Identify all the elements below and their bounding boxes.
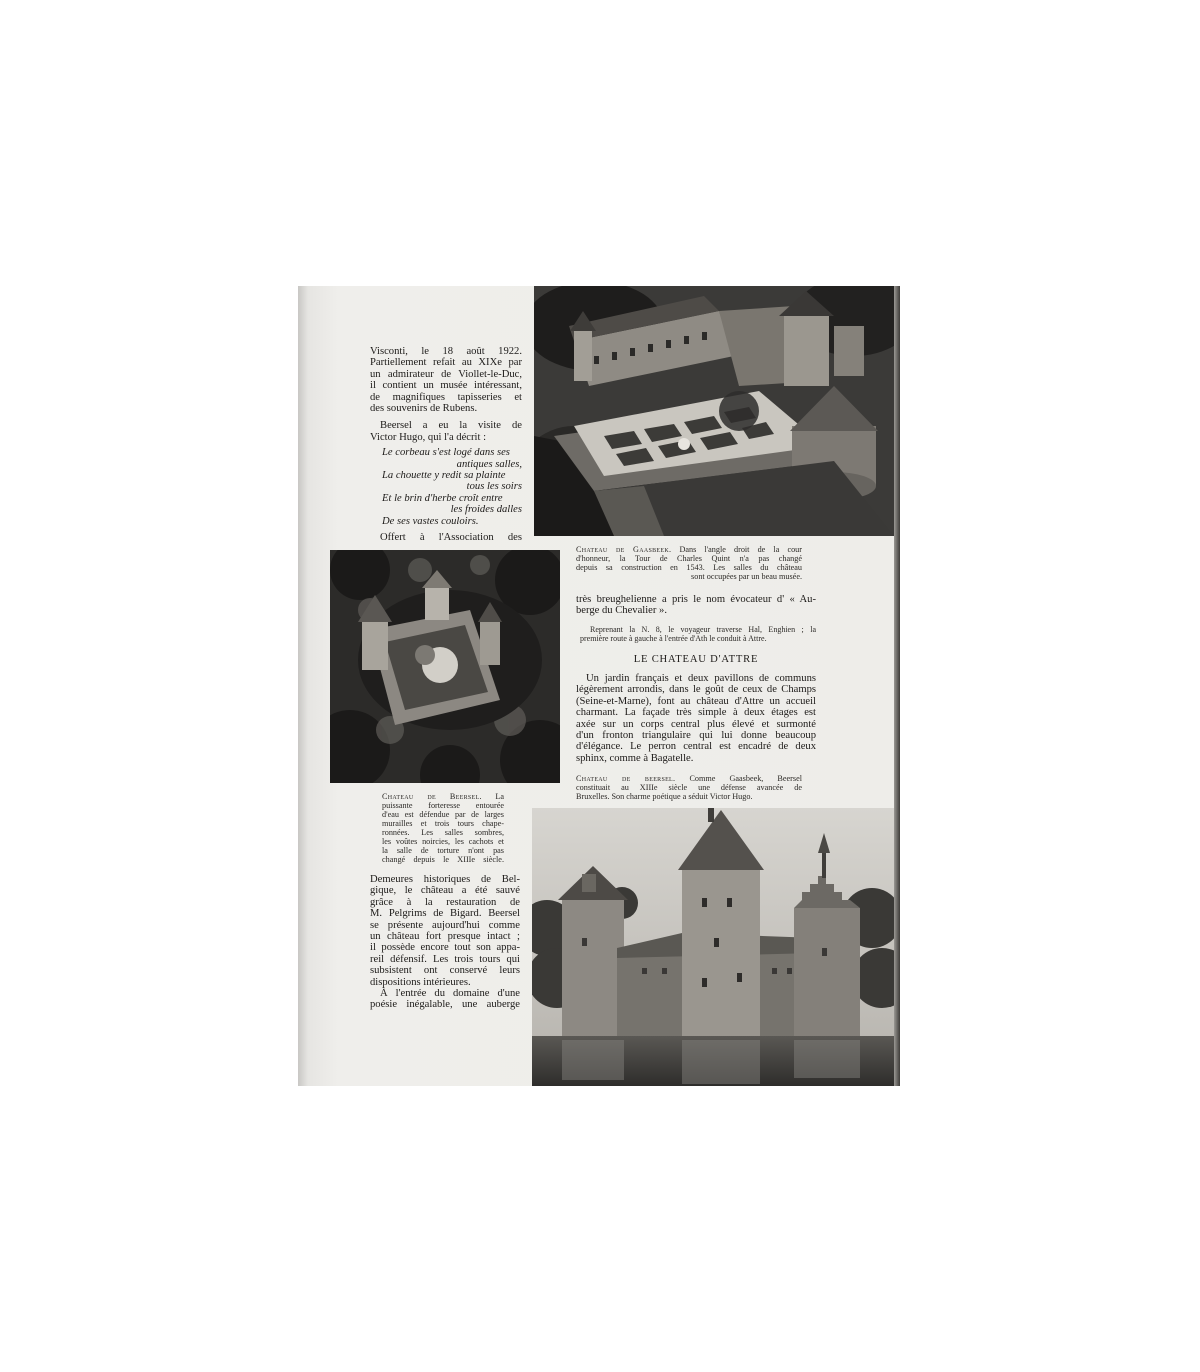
text-line: Un jardin français et deux pavillons de communs: [586, 673, 816, 684]
caption-line: ronnées. Les salles sombres,: [382, 828, 504, 837]
caption-title: Chateau de Gaasbeek.: [576, 545, 672, 554]
caption-line: Bruxelles. Son charme poétique a séduit Victor Hugo.: [576, 792, 753, 801]
route-line: Reprenant la N. 8, le voyageur traverse Hal, Enghien ; la: [590, 625, 816, 634]
text-line: poésie inégalable, une auberge: [370, 999, 520, 1011]
text-line: Demeures historiques de Bel-: [370, 874, 520, 885]
poem-line: antiques salles,: [456, 458, 522, 470]
text-line: Offert à l'Association des: [380, 532, 522, 544]
text-line: charmant. La façade très simple à deux étages est: [576, 707, 816, 719]
caption-line: Dans l'angle droit de la cour: [679, 545, 802, 554]
text-line: il possède encore tout son appa-: [370, 942, 520, 954]
caption-line: d'eau est défendue par de larges: [382, 810, 504, 819]
poem-line: les froides dalles: [450, 504, 522, 516]
poem-line: tous les soirs: [466, 481, 522, 493]
text-line: de magnifiques tapisseries et: [370, 391, 522, 403]
text-line: un château fort presque intact ;: [370, 931, 520, 943]
gaasbeek-aerial-image: [534, 286, 894, 536]
photo-gaasbeek: [534, 286, 894, 536]
text-line: berge du Chevalier ».: [576, 605, 667, 617]
caption-line: La: [495, 792, 504, 801]
route-line: première route à gauche à l'entrée d'Ath le conduit à Attre.: [580, 634, 767, 643]
beersel-aerial-image: [330, 550, 560, 783]
beersel-water-image: [532, 808, 894, 1086]
text-line: des souvenirs de Rubens.: [370, 403, 478, 415]
caption-line: sont occupées par un beau musée.: [691, 572, 802, 581]
text-line: Beersel a eu la visite de: [380, 420, 522, 432]
caption-line: changé depuis le XIIIe siècle.: [382, 855, 504, 864]
text-line: légèrement arrondis, dans le goût de ceux de Champs: [576, 684, 816, 696]
text-line: (Seine-et-Marne), font au château d'Attre un accueil: [576, 695, 816, 707]
text-line: À l'entrée du domaine d'une: [380, 988, 520, 1000]
text-line: subsistent ont conservé leurs: [370, 965, 520, 977]
poem-line: La chouette y redit sa plainte: [382, 470, 506, 482]
text-line: Victor Hugo, qui l'a décrit :: [370, 431, 487, 443]
text-line: reil défensif. Les trois tours qui: [370, 953, 520, 965]
caption-line: murailles et trois tours chape-: [382, 819, 504, 828]
left-column-bottom-text: [370, 874, 520, 1011]
page-spine: [894, 286, 900, 1086]
caption-title: Chateau de Beersel.: [382, 792, 482, 801]
caption-beersel-left: [382, 792, 504, 864]
text-line: dispositions intérieures.: [370, 976, 471, 988]
text-line: M. Pelgrims de Bigard. Beersel: [370, 908, 520, 920]
text-line: très breughelienne a pris le nom évocateur d' « Au-: [576, 594, 816, 605]
left-column-top-text: [370, 346, 522, 544]
attre-paragraph: [576, 673, 816, 764]
caption-line: les voûtes noircies, les cachots et: [382, 837, 504, 846]
text-line: se présente aujourd'hui comme: [370, 919, 520, 931]
caption-line: constituait au XIIIe siècle une défense avancée de: [576, 783, 802, 792]
caption-line: puissante forteresse entourée: [382, 801, 504, 810]
caption-line: depuis sa construction en 1543. Les salles du château: [576, 563, 802, 572]
poem-line: Et le brin d'herbe croît entre: [382, 492, 503, 504]
text-line: Visconti, le 18 août 1922.: [370, 346, 522, 357]
photo-beersel-aerial: [330, 550, 560, 783]
text-line: gique, le château a été sauvé: [370, 885, 520, 897]
caption-title: Chateau de beersel.: [576, 774, 676, 783]
text-line: sphinx, comme à Bagatelle.: [576, 752, 694, 764]
text-line: d'un fronton triangulaire qui lui donne beaucoup: [576, 730, 816, 742]
text-line: axée sur un corps central plus élevé et surmonté: [576, 718, 816, 730]
text-line: Partiellement refait au XIXe par: [370, 357, 522, 369]
poem-line: De ses vastes couloirs.: [382, 515, 479, 527]
section-heading: LE CHATEAU D'ATTRE: [633, 654, 759, 665]
caption-beersel-right: [576, 774, 802, 801]
right-column-text: [576, 594, 816, 617]
text-line: grâce à la restauration de: [370, 896, 520, 908]
poem-line: Le corbeau s'est logé dans ses: [382, 447, 510, 459]
caption-gaasbeek: [576, 545, 802, 581]
photo-beersel-water: [532, 808, 894, 1086]
route-note: [580, 625, 816, 643]
text-line: un admirateur de Viollet-le-Duc,: [370, 368, 522, 380]
magazine-page: [298, 286, 900, 1086]
text-line: il contient un musée intéressant,: [370, 380, 522, 392]
text-line: d'élégance. Le perron central est encadré de deux: [576, 741, 816, 753]
caption-line: la salle de torture n'ont pas: [382, 846, 504, 855]
caption-line: Comme Gaasbeek, Beersel: [689, 774, 802, 783]
caption-line: d'honneur, la Tour de Charles Quint n'a pas changé: [576, 554, 802, 563]
